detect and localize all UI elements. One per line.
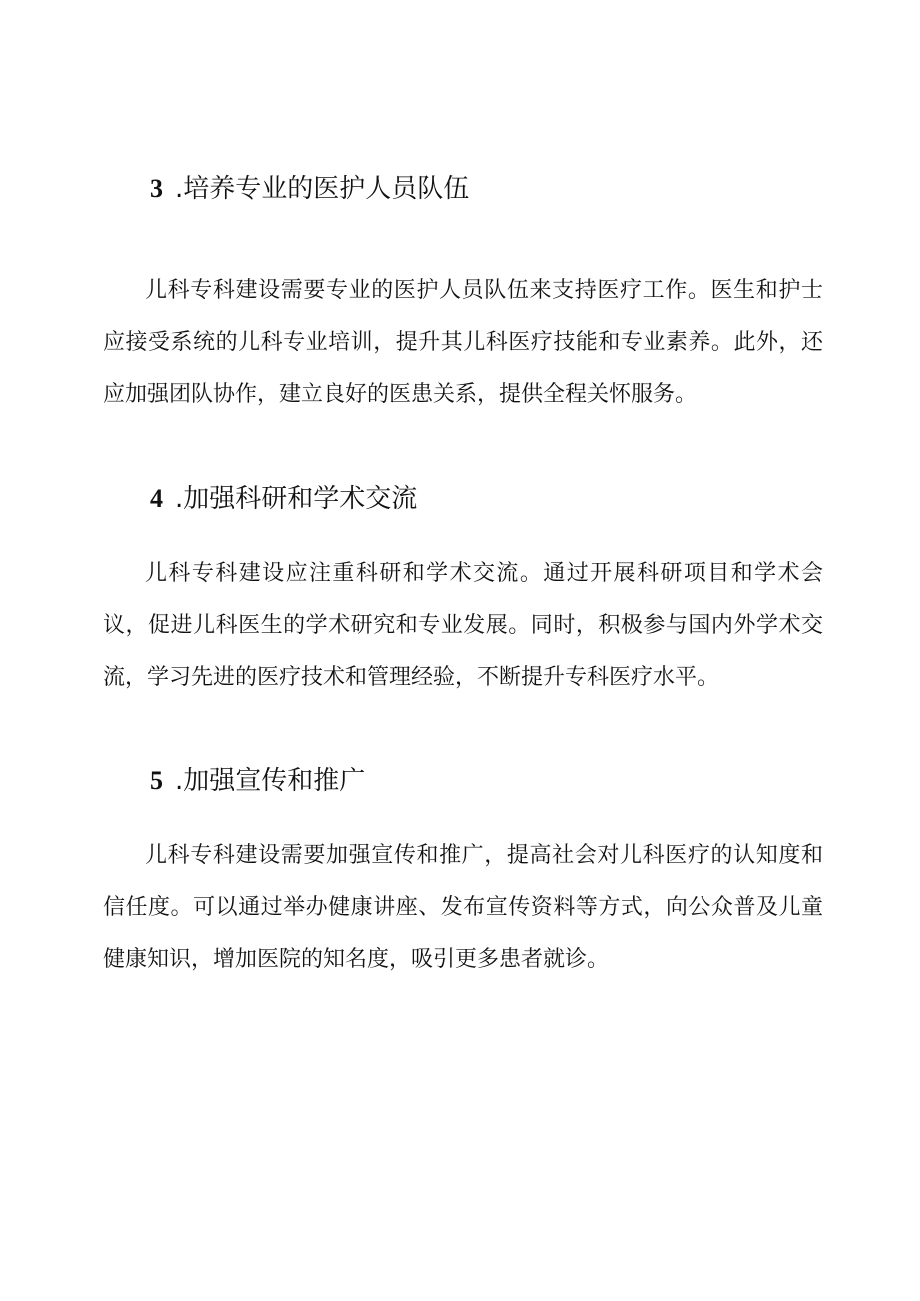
section-5-title: .加强宣传和推广: [175, 766, 366, 796]
section-3-heading: [150, 172, 469, 206]
section-5-heading: [150, 764, 365, 798]
section-4-body: 儿科专科建设应注重科研和学术交流。通过开展科研项目和学术会议，促进儿科医生的学术研究和专业发展。同时，积极参与国内外学术交流，学习先进的医疗技术和管理经验，不断提升专科医疗水平。: [103, 561, 823, 690]
section-3-body: 儿科专科建设需要专业的医护人员队伍来支持医疗工作。医生和护士应接受系统的儿科专业培训，提升其儿科医疗技能和专业素养。此外，还应加强团队协作，建立良好的医患关系，提供全程关怀服务。: [103, 278, 823, 407]
section-4-heading: [150, 482, 417, 516]
section-5-body: 儿科专科建设需要加强宣传和推广，提高社会对儿科医疗的认知度和信任度。可以通过举办健康讲座、发布宣传资料等方式，向公众普及儿童健康知识，增加医院的知名度，吸引更多患者就诊。: [103, 843, 823, 972]
section-3-title: .培养专业的医护人员队伍: [175, 174, 470, 204]
section-4-title: .加强科研和学术交流: [175, 484, 418, 514]
section-3-number: 3: [150, 174, 163, 203]
section-4-number: 4: [150, 484, 163, 513]
section-5-number: 5: [150, 766, 163, 795]
